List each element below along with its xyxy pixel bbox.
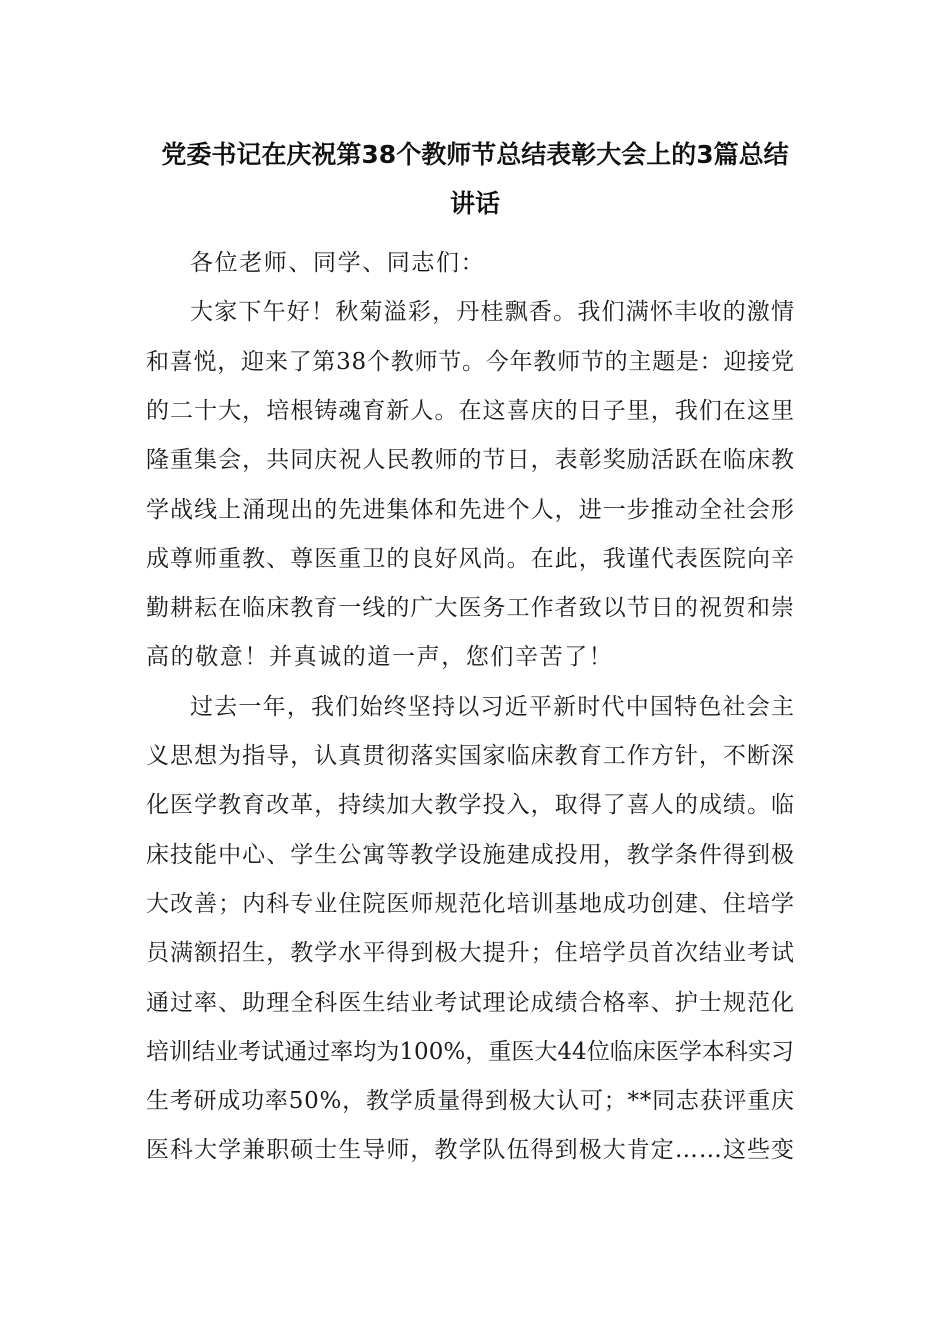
body-line: 员满额招生，教学水平得到极大提升；住培学员首次结业考试 <box>146 940 796 967</box>
body-line: 学战线上涌现出的先进集体和先进个人，进一步推动全社会形 <box>146 496 796 523</box>
body-line: 各位老师、同学、同志们： <box>190 250 486 276</box>
body-line: 隆重集会，共同庆祝人民教师的节日，表彰奖励活跃在临床教 <box>146 447 796 474</box>
document-title-line-2: 讲话 <box>449 189 500 218</box>
body-line: 化医学教育改革，持续加大教学投入，取得了喜人的成绩。临 <box>146 792 796 819</box>
body-line: 的二十大，培根铸魂育新人。在这喜庆的日子里，我们在这里 <box>146 397 796 424</box>
body-line: 大改善；内科专业住院医师规范化培训基地成功创建、住培学 <box>146 890 796 917</box>
body-line: 过去一年，我们始终坚持以习近平新时代中国特色社会主 <box>190 693 796 720</box>
body-line: 成尊师重教、尊医重卫的良好风尚。在此，我谨代表医院向辛 <box>146 545 796 572</box>
body-line: 高的敬意！并真诚的道一声，您们辛苦了！ <box>146 644 614 671</box>
body-line: 床技能中心、学生公寓等教学设施建成投用，教学条件得到极 <box>146 841 796 868</box>
body-line: 医科大学兼职硕士生导师，教学队伍得到极大肯定……这些变 <box>146 1137 796 1164</box>
body-line: 大家下午好！秋菊溢彩，丹桂飘香。我们满怀丰收的激情 <box>190 299 796 326</box>
body-line: 通过率、助理全科医生结业考试理论成绩合格率、护士规范化 <box>146 989 796 1016</box>
body-line: 培训结业考试通过率均为100%，重医大44位临床医学本科实习 <box>146 1038 795 1065</box>
document-title-line-1: 党委书记在庆祝第38个教师节总结表彰大会上的3篇总结 <box>161 140 789 169</box>
body-line: 勤耕耘在临床教育一线的广大医务工作者致以节日的祝贺和崇 <box>146 595 796 622</box>
body-line: 生考研成功率50%，教学质量得到极大认可；**同志获评重庆 <box>146 1088 795 1115</box>
body-line: 义思想为指导，认真贯彻落实国家临床教育工作方针，不断深 <box>146 743 796 769</box>
body-line: 和喜悦，迎来了第38个教师节。今年教师节的主题是：迎接党 <box>146 348 795 375</box>
